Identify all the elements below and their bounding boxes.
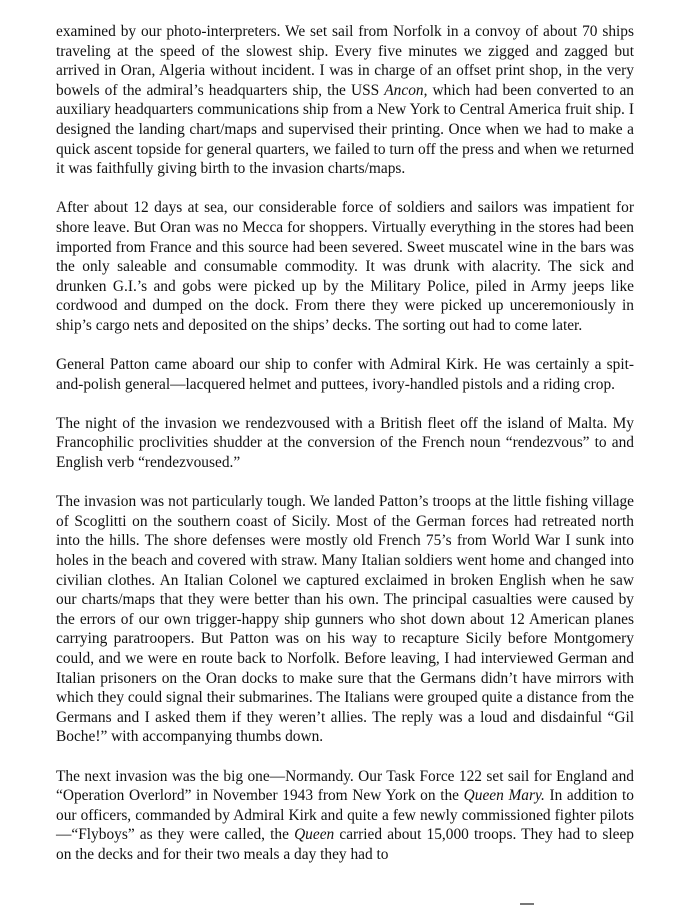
scan-artifact-mark	[520, 903, 534, 905]
paragraph-text: In addition to our officers, commanded by Admiral Kirk and quite a few newly commissioned fighter pilots—“Flyboys” as they were called, the	[56, 787, 634, 844]
ship-name-italic: Ancon	[384, 81, 424, 99]
paragraph-text: After about 12 days at sea, our considerable force of soldiers and sailors was impatient for shore leave. But Oran was no Mecca for shoppers. Virtually everything in the stores had been imported from France and this source had been severed. Sweet muscatel wine in the bars was the only saleable and consumable commodity. It was drunk with alacrity. The sick and drunken G.I.’s and gobs were picked up by the Military Police, piled in Army jeeps like cordwood and dumped on the dock. From there they were picked up unceremoniously in ship’s cargo nets and deposited on the ships’ decks. The sorting out had to come later.	[56, 199, 634, 334]
ship-name-italic: Queen Mary.	[463, 787, 545, 805]
paragraph-text: The night of the invasion we rendezvoused with a British fleet off the island of Malta. My Francophilic proclivities shudder at the conversion of the French noun “rendezvous” to and English verb “rendezvoused.”	[56, 414, 634, 472]
paragraph-text: , which had been converted to an auxiliary headquarters communications ship from a New York to Central America fruit ship. I designed the landing chart/maps and supervised their printing. Once when we had to make a quick ascent topside for general quarters, we failed to turn off the press and when we returned it was faithfully giving birth to the invasion charts/maps.	[56, 81, 634, 178]
paragraph-ancon	[56, 22, 634, 179]
paragraph-text: The invasion was not particularly tough. We landed Patton’s troops at the little fishing village of Scoglitti on the southern coast of Sicily. Most of the German forces had retreated north into the hills. The shore defenses were mostly old French 75’s from World War I sunk into holes in the beach and covered with straw. Many Italian soldiers went home and changed into civilian clothes. An Italian Colonel we captured exclaimed in broken English when he saw our charts/maps that they were better than his own. The principal casualties were caused by the errors of our own trigger-happy ship gunners who shot down about 12 American planes carrying paratroopers. But Patton was on his way to recapture Sicily before Montgomery could, and we were en route back to Norfolk. Before leaving, I had interviewed German and Italian prisoners on the Oran docks to make sure that the Germans didn’t have mirrors with which they could signal their submarines. The Italians were grouped quite a distance from the Germans and I asked them if they weren’t allies. The reply was a loud and disdainful “Gil Boche!” with accompanying thumbs down.	[56, 493, 634, 746]
paragraph-text: The next invasion was the big one—Normandy. Our Task Force 122 set sail for England and “Operation Overlord” in November 1943 from New York on the	[56, 767, 634, 805]
paragraph-patton	[56, 355, 634, 394]
ship-name-italic: Queen	[294, 826, 335, 844]
paragraph-text: examined by our photo-interpreters. We set sail from Norfolk in a convoy of about 70 ships traveling at the speed of the slowest ship. Every five minutes we zigged and zagged but arrived in Oran, Algeria without incident. I was in charge of an offset print shop, in the very bowels of the admiral’s headquarters ship, the USS	[56, 23, 634, 99]
paragraph-malta	[56, 414, 634, 473]
paragraph-text: carried about 15,000 troops. They had to sleep on the decks and for their two meals a day they had to	[56, 826, 635, 863]
paragraph-text: General Patton came aboard our ship to confer with Admiral Kirk. He was certainly a spit-and-polish general—lacquered helmet and puttees, ivory-handled pistols and a riding crop.	[56, 356, 634, 393]
paragraph-oran	[56, 198, 634, 335]
paragraph-normandy	[56, 767, 634, 865]
document-page	[56, 22, 634, 884]
paragraph-sicily	[56, 492, 634, 747]
